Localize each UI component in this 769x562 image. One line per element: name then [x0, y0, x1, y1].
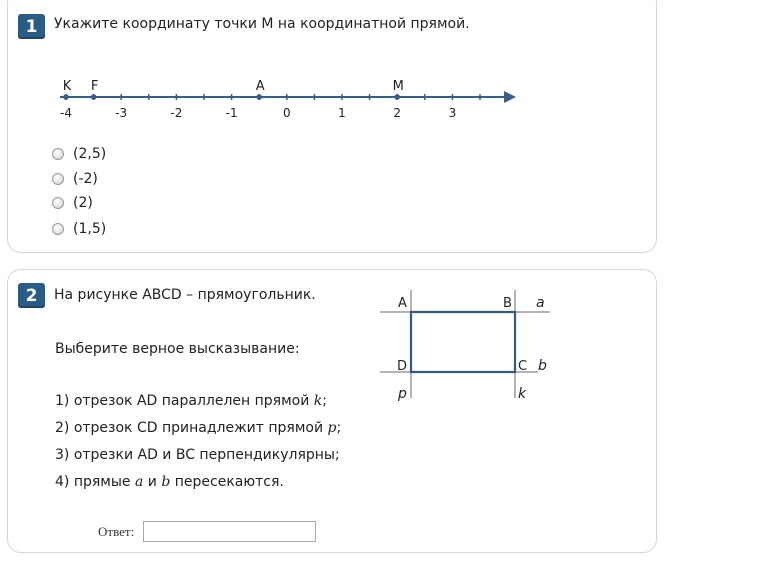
point-label-m: M — [392, 79, 404, 94]
line-label-p: p — [398, 386, 407, 402]
answer-label: Ответ: — [98, 524, 135, 539]
answer-option-1[interactable] — [52, 146, 106, 162]
point-label-f: F — [90, 79, 99, 94]
number-line — [0, 0, 769, 140]
answer-option-4[interactable] — [52, 221, 106, 237]
point-label-a: A — [255, 79, 265, 94]
option-label: (2) — [73, 195, 93, 211]
radio-button[interactable] — [52, 223, 64, 235]
question-intro: На рисунке ABCD – прямоугольник. — [54, 287, 316, 303]
vertex-label-b: B — [503, 296, 512, 311]
answer-option-3[interactable] — [52, 195, 93, 211]
option-label: (-2) — [73, 171, 98, 187]
question-text: Укажите координату точки M на координатной прямой. — [54, 16, 470, 32]
line-label-a: a — [536, 295, 545, 311]
number-line-tick-label: -3 — [115, 106, 128, 120]
number-line-tick-label: -1 — [225, 106, 238, 120]
number-line-tick-label: -4 — [60, 106, 72, 120]
vertex-label-c: C — [518, 359, 528, 374]
point-marker-m — [394, 94, 400, 100]
question-number-badge: 1 — [18, 14, 45, 39]
question-prompt: Выберите верное высказывание: — [55, 341, 300, 357]
radio-button[interactable] — [52, 173, 64, 185]
statement-4: 4) прямые a и b пересекаются. — [55, 474, 284, 490]
radio-button[interactable] — [52, 197, 64, 209]
statement-1: 1) отрезок AD параллелен прямой k; — [55, 393, 327, 409]
number-line-tick-label: 0 — [282, 106, 291, 120]
number-line-tick-label: 3 — [448, 106, 457, 120]
radio-button[interactable] — [52, 148, 64, 160]
rectangle-abcd — [411, 312, 515, 372]
answer-option-2[interactable] — [52, 171, 98, 187]
statement-3: 3) отрезки AD и BC перпендикулярны; — [55, 447, 340, 463]
rectangle-figure — [370, 280, 570, 410]
point-marker-f — [91, 94, 97, 100]
question-number-badge: 2 — [18, 283, 45, 308]
point-marker-k — [63, 94, 69, 100]
number-line-tick-label: -2 — [170, 106, 183, 120]
line-label-k: k — [518, 386, 527, 402]
answer-input[interactable] — [143, 521, 316, 542]
point-label-k: K — [62, 79, 72, 94]
number-line-arrow — [504, 91, 516, 103]
number-line-tick-label: 2 — [393, 106, 402, 120]
line-label-b: b — [538, 358, 547, 374]
number-line-tick-label: 1 — [338, 106, 346, 120]
point-marker-a — [256, 94, 262, 100]
statement-2: 2) отрезок CD принадлежит прямой p; — [55, 420, 342, 436]
option-label: (2,5) — [73, 146, 107, 162]
option-label: (1,5) — [73, 221, 107, 237]
vertex-label-a: A — [398, 296, 407, 311]
vertex-label-d: D — [397, 359, 408, 374]
